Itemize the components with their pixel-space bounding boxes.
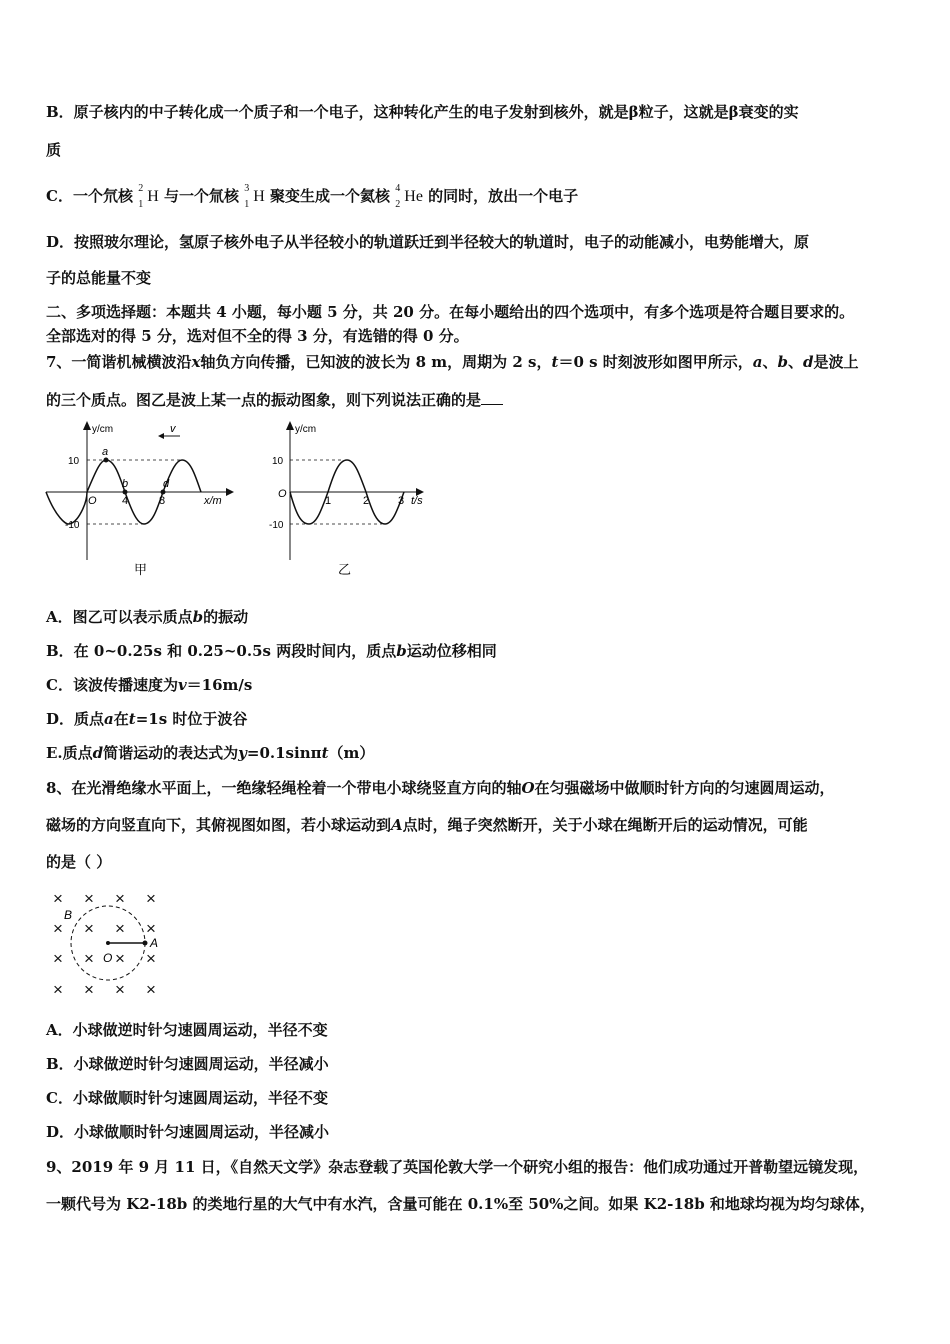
q8-option-d: D．小球做顺时针匀速圆周运动，半径减小 — [46, 1123, 330, 1141]
yi-caption: 乙 — [338, 562, 352, 577]
yi-x-label: t/s — [411, 495, 423, 507]
q6-option-c-prefix: C．一个氘核 — [46, 187, 133, 205]
q6-option-c-suffix: 的同时，放出一个电子 — [428, 187, 579, 205]
field-cross-14: × — [84, 980, 94, 999]
jia-point-a — [104, 458, 109, 463]
field-cross-8: × — [146, 919, 156, 938]
yi-tick-1: 1 — [325, 495, 332, 507]
jia-x-arrow — [226, 488, 234, 496]
q8-stem-line2: 磁场的方向竖直向下，其俯视图如图，若小球运动到A点时，绳子突然断开，关于小球在绳断开后的运动情况，可能 — [46, 816, 808, 834]
jia-y-arrow — [83, 421, 91, 430]
q9-stem-line1: 9、2019 年 9 月 11 日，《自然天文学》杂志登载了英国伦敦大学一个研究小组的报告：他们成功通过开普勒望远镜发现， — [46, 1158, 869, 1176]
yi-tick-2: 2 — [363, 495, 370, 507]
jia-y-tick-10: 10 — [68, 456, 80, 467]
q7-option-a: A．图乙可以表示质点b的振动 — [46, 608, 249, 626]
jia-label-b: b — [122, 478, 129, 490]
q6-option-d-line2: 子的总能量不变 — [46, 269, 152, 287]
label-o: O — [103, 951, 113, 965]
field-cross-12: × — [146, 949, 156, 968]
section2-line1: 二、多项选择题：本题共 4 小题，每小题 5 分，共 20 分。在每小题给出的四个选项中，有多个选项是符合题目要求的。 — [46, 303, 855, 321]
field-cross-13: × — [53, 980, 63, 999]
field-cross-5: × — [53, 919, 63, 938]
q8-option-b: B．小球做逆时针匀速圆周运动，半径减小 — [46, 1055, 329, 1073]
q8-stem-line1: 8、在光滑绝缘水平面上，一绝缘轻绳栓着一个带电小球绕竖直方向的轴O在匀强磁场中做顺时针方向的匀速圆周运动， — [46, 779, 835, 797]
q6-option-b-line1: B．原子核内的中子转化成一个质子和一个电子，这种转化产生的电子发射到核外，就是β粒子，这就是β衰变的实 — [46, 103, 799, 121]
field-cross-9: × — [53, 949, 63, 968]
answer-blank — [481, 390, 503, 405]
label-a: A — [150, 936, 159, 950]
field-cross-16: × — [146, 980, 156, 999]
field-cross-6: × — [84, 919, 94, 938]
jia-x-label: x/m — [204, 495, 222, 507]
q7-option-d: D．质点a在t=1s 时位于波谷 — [46, 710, 248, 728]
q6-option-d-line1: D．按照玻尔理论，氢原子核外电子从半径较小的轨道跃迁到半径较大的轨道时，电子的动能减小，电势能增大，原 — [46, 233, 810, 251]
jia-caption: 甲 — [134, 562, 148, 577]
field-cross-3: × — [115, 889, 125, 908]
yi-tick-3: 3 — [398, 495, 405, 507]
jia-tick-4: 4 — [122, 495, 129, 507]
field-cross-11: × — [115, 949, 125, 968]
q7-stem-line1: 7、一简谐机械横波沿x轴负方向传播，已知波的波长为 8 m，周期为 2 s，t＝0 s 时刻波形如图甲所示，a、b、d是波上 — [46, 353, 859, 371]
jia-tick-8: 8 — [159, 495, 166, 507]
label-b: B — [64, 908, 73, 922]
figure-yi-vibration-graph — [266, 418, 436, 580]
yi-y-arrow — [286, 421, 294, 430]
field-cross-15: × — [115, 980, 125, 999]
yi-y-label: y/cm — [295, 424, 317, 435]
jia-origin-label: O — [88, 495, 97, 507]
jia-y-label: y/cm — [92, 424, 114, 435]
field-cross-10: × — [84, 949, 94, 968]
yi-y-tick-10: 10 — [272, 456, 284, 467]
q7-option-e: E.质点d简谐运动的表达式为y=0.1sinπt（m） — [46, 744, 375, 762]
field-cross-7: × — [115, 919, 125, 938]
q6-option-b-line2: 质 — [46, 141, 62, 159]
q6-option-c-mid2: 聚变生成一个氦核 — [270, 187, 391, 205]
q8-option-c: C．小球做顺时针匀速圆周运动，半径不变 — [46, 1089, 328, 1107]
yi-y-tick-neg10: -10 — [269, 520, 284, 531]
jia-point-b — [123, 490, 128, 495]
q7-stem-line2: 的三个质点。图乙是波上某一点的振动图象，则下列说法正确的是 — [46, 390, 503, 410]
ball-a — [143, 941, 148, 946]
q7-option-b: B．在 0~0.25s 和 0.25~0.5s 两段时间内，质点b运动位移相同 — [46, 642, 497, 660]
jia-label-a: a — [102, 446, 109, 458]
section2-line2: 全部选对的得 5 分，选对但不全的得 3 分，有选错的得 0 分。 — [46, 327, 469, 345]
center-o — [106, 941, 110, 945]
q6-option-c — [46, 183, 579, 210]
q9-stem-line2: 一颗代号为 K2-18b 的类地行星的大气中有水汽，含量可能在 0.1%至 50%之间。如果 K2-18b 和地球均视为均匀球体， — [46, 1195, 875, 1213]
field-cross-2: × — [84, 889, 94, 908]
jia-y-tick-neg10: -10 — [65, 520, 80, 531]
field-crosses — [53, 889, 159, 999]
helium-nuclide: 4 2 He — [395, 183, 423, 210]
jia-point-d — [161, 490, 166, 495]
field-cross-1: × — [53, 889, 63, 908]
q8-option-a: A．小球做逆时针匀速圆周运动，半径不变 — [46, 1021, 328, 1039]
deuterium-nuclide: 2 1 H — [138, 183, 159, 210]
q6-option-c-mid1: 与一个氚核 — [163, 187, 239, 205]
tritium-nuclide: 3 1 H — [244, 183, 265, 210]
yi-origin-label: O — [278, 488, 287, 500]
figure-jia-wave-graph — [40, 418, 240, 580]
field-cross-4: × — [146, 889, 156, 908]
jia-label-d: d — [163, 478, 170, 490]
figure-q8-magnetic-field — [46, 884, 176, 1004]
q7-option-c: C．该波传播速度为v＝16m/s — [46, 676, 253, 694]
q8-stem-line3: 的是（ ） — [46, 853, 112, 871]
jia-velocity-label: v — [170, 423, 176, 435]
